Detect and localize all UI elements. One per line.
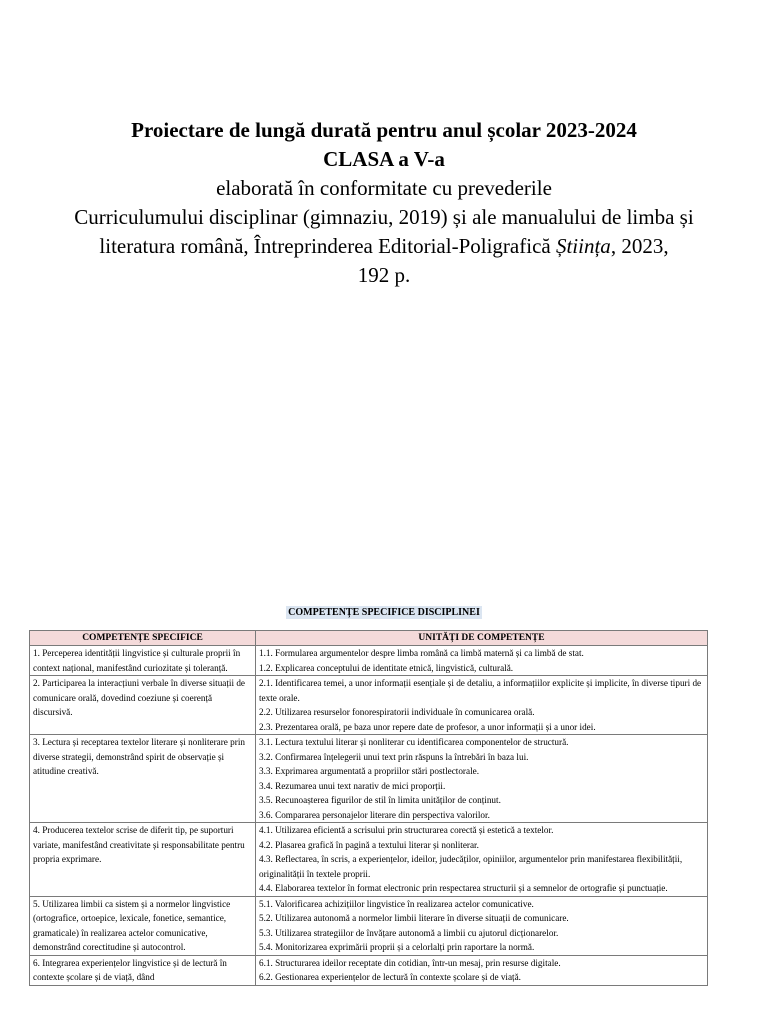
unit-item: 3.2. Confirmarea înțelegerii unui text prin răspuns la întrebări în baza lui. <box>259 751 529 762</box>
section-title-text: COMPETENȚE SPECIFICE DISCIPLINEI <box>288 607 480 618</box>
unit-item: 4.2. Plasarea grafică în pagină a textului literar și nonliterar. <box>259 839 479 850</box>
unit-item: 3.4. Rezumarea unui text narativ de mici proporții. <box>259 780 446 791</box>
unit-item: 4.1. Utilizarea eficientă a scrisului prin structurarea corectă și estetică a textelor. <box>259 825 554 835</box>
competence-cell: 5. Utilizarea limbii ca sistem și a normelor lingvistice (ortografice, ortoepice, lexicale, fonetice, semantice, gramaticale) în realizarea actelor comunicative, demonstrând corectitudine și autocontrol. <box>30 896 256 955</box>
unit-item: 3.5. Recunoașterea figurilor de stil în limita unităților de conținut. <box>259 795 501 805</box>
competence-cell: 3. Lectura și receptarea textelor literare și nonliterare prin diverse strategii, demonstrând spirit de observație și atitudine creativă. <box>30 735 256 823</box>
units-cell <box>256 735 708 823</box>
unit-item: 6.1. Structurarea ideilor receptate din cotidian, într-un mesaj, prin resurse digitale. <box>259 957 561 968</box>
table-row <box>30 735 708 823</box>
subtitle-line-1: elaborată în conformitate cu prevederile <box>216 176 552 200</box>
unit-item: 2.3. Prezentarea orală, pe baza unor repere date de profesor, a unor informații și a unor idei. <box>259 721 596 732</box>
unit-item: 2.2. Utilizarea resurselor fonorespiratorii individuale în comunicarea orală. <box>259 707 535 717</box>
subtitle-line-3-end: , 2023, <box>610 234 669 258</box>
table-row <box>30 896 708 955</box>
unit-item: 4.3. Reflectarea, în scris, a experiențelor, ideilor, judecăților, opiniilor, argumentelor prin manifestarea flexibilității, originalității în textele proprii. <box>259 854 683 879</box>
table-row <box>30 823 708 897</box>
competence-cell: 4. Producerea textelor scrise de diferit tip, pe suporturi variate, manifestând creativitate și responsabilitate pentru propria exprimare. <box>30 823 256 897</box>
document-title: Proiectare de lungă durată pentru anul școlar 2023-2024 <box>131 118 637 142</box>
document-header <box>0 116 768 290</box>
competences-table <box>29 630 708 986</box>
unit-item: 1.1. Formularea argumentelor despre limba română ca limbă maternă și ca limbă de stat. <box>259 648 584 658</box>
class-label: CLASA a V-a <box>323 147 445 171</box>
page-count: 192 p. <box>357 263 411 287</box>
units-cell <box>256 896 708 955</box>
column-header-competences: COMPETENȚE SPECIFICE <box>30 631 256 646</box>
unit-item: 3.6. Compararea personajelor literare din perspectiva valorilor. <box>259 809 490 820</box>
table-row <box>30 646 708 676</box>
unit-item: 5.3. Utilizarea strategiilor de învățare autonomă a limbii cu ajutorul dicționarelor. <box>259 927 559 938</box>
unit-item: 1.2. Explicarea conceptului de identitate etnică, lingvistică, culturală. <box>259 662 514 673</box>
unit-item: 5.1. Valorificarea achizițiilor lingvistice în realizarea actelor comunicative. <box>259 898 534 909</box>
table-row <box>30 955 708 985</box>
unit-item: 3.3. Exprimarea argumentată a propriilor stări postlectorale. <box>259 766 479 776</box>
subtitle-line-2: Curriculumului disciplinar (gimnaziu, 2019) și ale manualului de limba și <box>74 205 694 229</box>
units-cell <box>256 955 708 985</box>
competence-cell: 1. Perceperea identității lingvistice și culturale proprii în context național, manifestând curiozitate și toleranță. <box>30 646 256 676</box>
table-row <box>30 676 708 735</box>
unit-item: 4.4. Elaborarea textelor în format electronic prin respectarea structurii și a semnelor de ortografie și punctuație. <box>259 883 668 893</box>
column-header-units: UNITĂȚI DE COMPETENȚE <box>256 631 708 646</box>
competence-cell: 2. Participarea la interacțiuni verbale în diverse situații de comunicare orală, dovedind coeziune și coerență discursivă. <box>30 676 256 735</box>
publisher-name: Știința <box>555 234 611 258</box>
section-title <box>0 602 768 620</box>
table-header-row <box>30 631 708 646</box>
units-cell <box>256 646 708 676</box>
unit-item: 6.2. Gestionarea experiențelor de lectură în contexte școlare și de viață. <box>259 972 521 982</box>
unit-item: 2.1. Identificarea temei, a unor informații esențiale și de detaliu, a informațiilor explicite și implicite, în diverse tipuri de texte orale. <box>259 678 702 703</box>
competence-cell: 6. Integrarea experiențelor lingvistice și de lectură în contexte școlare și de viață, dând <box>30 955 256 985</box>
units-cell <box>256 676 708 735</box>
unit-item: 5.4. Monitorizarea exprimării proprii și a celorlalți prin raportare la normă. <box>259 942 535 952</box>
subtitle-line-3 <box>0 232 768 261</box>
unit-item: 5.2. Utilizarea autonomă a normelor limbii literare în diverse situații de comunicare. <box>259 913 569 923</box>
subtitle-line-3-start: literatura română, Întreprinderea Editorial-Poligrafică <box>99 234 556 258</box>
unit-item: 3.1. Lectura textului literar și nonliterar cu identificarea componentelor de structură. <box>259 737 569 747</box>
units-cell <box>256 823 708 897</box>
